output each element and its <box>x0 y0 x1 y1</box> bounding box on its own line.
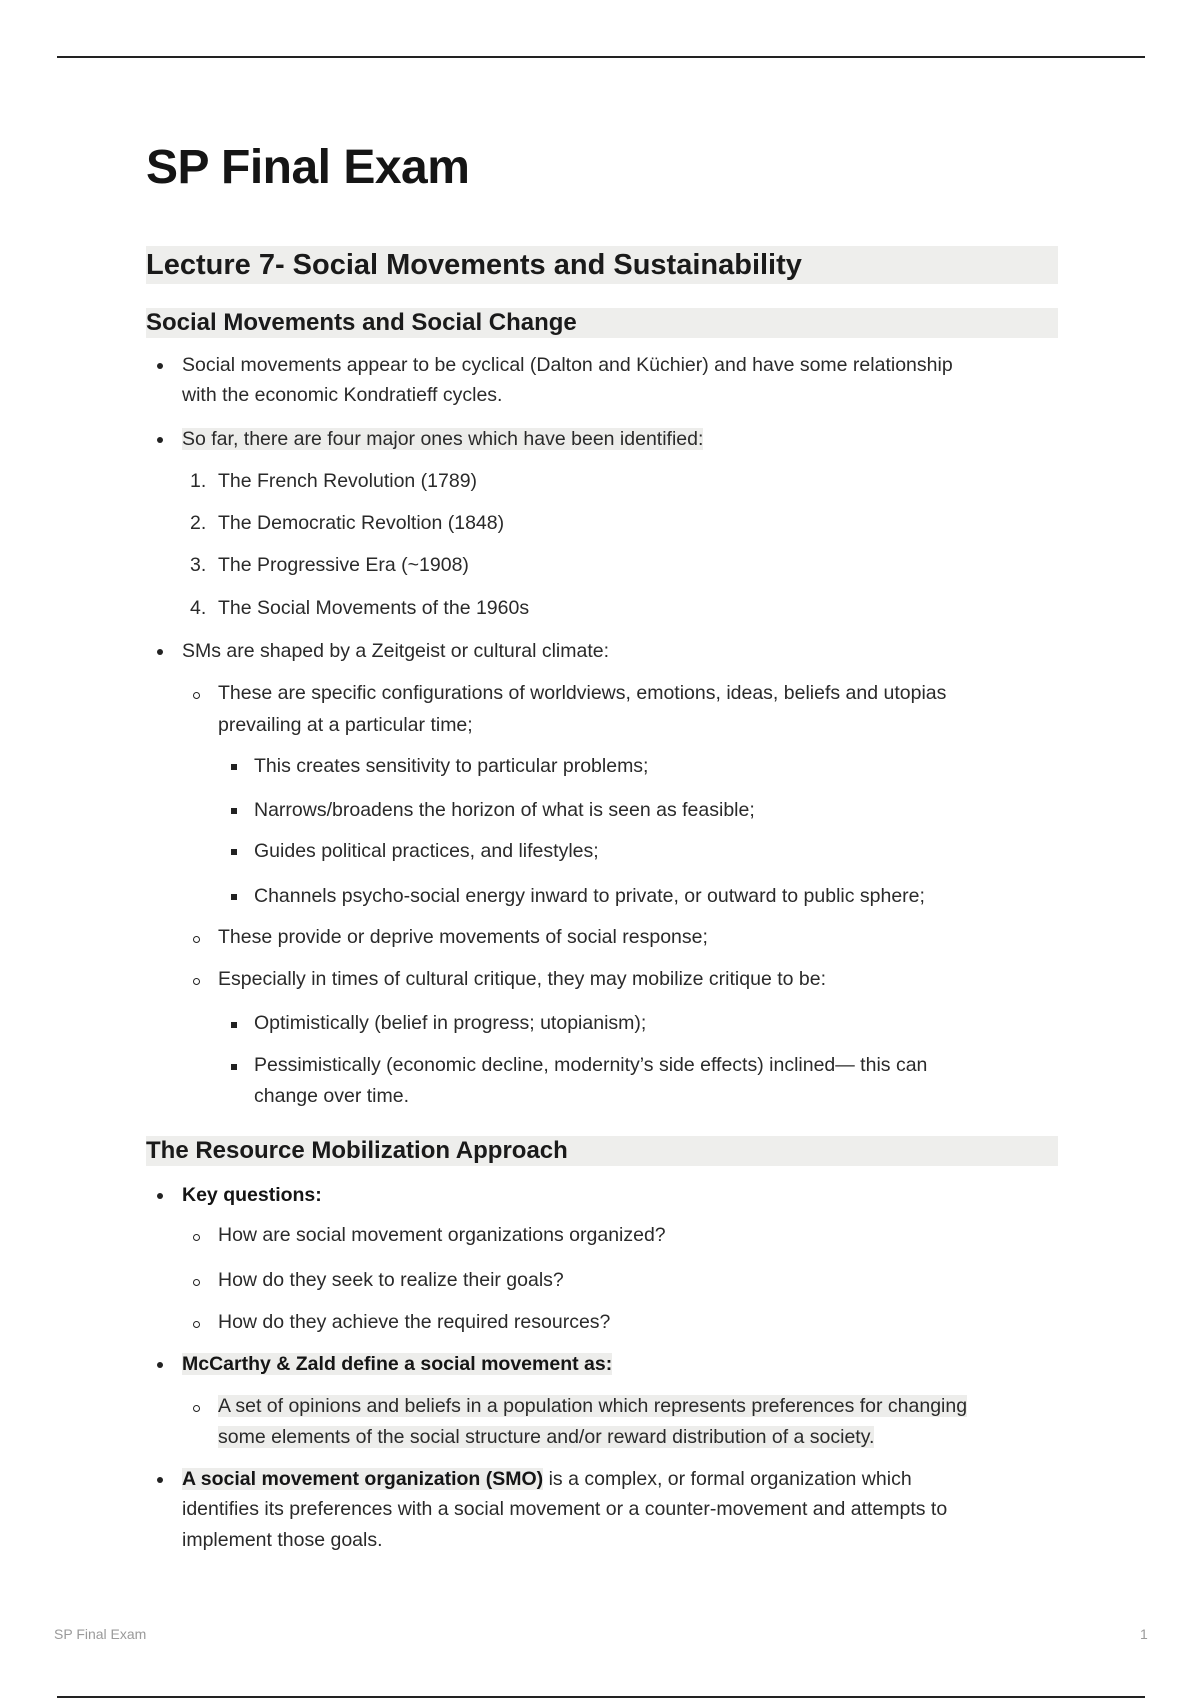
circle-bullet-icon <box>193 1234 200 1241</box>
bullet-text: Channels psycho-social energy inward to private, or outward to public sphere; <box>254 885 925 907</box>
bullet-text: Especially in times of cultural critique, they may mobilize critique to be: <box>218 968 827 990</box>
list-item: The Social Movements of the 1960s <box>218 597 530 619</box>
list-item: The French Revolution (1789) <box>218 470 478 492</box>
list-item: The Progressive Era (~1908) <box>218 554 469 576</box>
bullet-icon <box>157 1362 163 1368</box>
bullet-icon <box>157 1193 163 1199</box>
section-heading-social-change: Social Movements and Social Change <box>146 308 1058 338</box>
square-bullet-icon <box>231 894 237 900</box>
highlighted-text: So far, there are four major ones which have been identified: <box>182 428 704 450</box>
highlighted-text: some elements of the social structure and/or reward distribution of a society. <box>218 1426 875 1448</box>
bullet-text: Optimistically (belief in progress; utopianism); <box>254 1012 647 1034</box>
circle-bullet-icon <box>193 1279 200 1286</box>
list-number: 1. <box>190 470 207 492</box>
list-number: 2. <box>190 512 207 534</box>
bullet-text: This creates sensitivity to particular problems; <box>254 755 649 777</box>
bullet-text: Guides political practices, and lifestyles; <box>254 840 599 862</box>
bullet-text: Social movements appear to be cyclical (Dalton and Küchier) and have some relationship <box>182 354 953 376</box>
bullet-icon <box>157 1477 163 1483</box>
bullet-text: How are social movement organizations organized? <box>218 1224 666 1246</box>
bullet-text: implement those goals. <box>182 1529 383 1551</box>
list-number: 3. <box>190 554 207 576</box>
bullet-text: These are specific configurations of worldviews, emotions, ideas, beliefs and utopias <box>218 682 947 704</box>
list-number: 4. <box>190 597 207 619</box>
list-item: The Democratic Revoltion (1848) <box>218 512 505 534</box>
bottom-rule <box>57 1696 1145 1698</box>
bold-text: Key questions: <box>182 1184 322 1206</box>
bullet-text: These provide or deprive movements of social response; <box>218 926 708 948</box>
bold-text: McCarthy & Zald define a social movement as: <box>182 1353 613 1375</box>
bullet-icon <box>157 649 163 655</box>
bold-text: A social movement organization (SMO) <box>182 1468 544 1490</box>
bullet-icon <box>157 363 163 369</box>
bullet-text: Narrows/broadens the horizon of what is seen as feasible; <box>254 799 755 821</box>
bullet-text <box>218 1391 967 1421</box>
circle-bullet-icon <box>193 1405 200 1412</box>
bullet-text: identifies its preferences with a social movement or a counter-movement and attempts to <box>182 1498 948 1520</box>
top-rule <box>57 56 1145 58</box>
bullet-text: Pessimistically (economic decline, modernity’s side effects) inclined— this can <box>254 1054 928 1076</box>
bullet-text <box>182 424 703 454</box>
square-bullet-icon <box>231 849 237 855</box>
bullet-text: How do they achieve the required resources? <box>218 1311 611 1333</box>
bullet-text <box>218 1422 874 1452</box>
bullet-text: change over time. <box>254 1085 410 1107</box>
bullet-text <box>182 1464 912 1494</box>
circle-bullet-icon <box>193 936 200 943</box>
bullet-text: How do they seek to realize their goals? <box>218 1269 564 1291</box>
highlighted-text: A set of opinions and beliefs in a population which represents preferences for changing <box>218 1395 968 1417</box>
circle-bullet-icon <box>193 692 200 699</box>
square-bullet-icon <box>231 1022 237 1028</box>
page-title: SP Final Exam <box>146 141 470 194</box>
bullet-text: SMs are shaped by a Zeitgeist or cultural climate: <box>182 640 610 662</box>
page-number: 1 <box>1140 1626 1148 1642</box>
bullet-text: with the economic Kondratieff cycles. <box>182 384 503 406</box>
lecture-heading: Lecture 7- Social Movements and Sustainability <box>146 246 1058 284</box>
square-bullet-icon <box>231 764 237 770</box>
footer-title: SP Final Exam <box>54 1626 147 1642</box>
bullet-icon <box>157 437 163 443</box>
bullet-text <box>182 1349 612 1379</box>
square-bullet-icon <box>231 1064 237 1070</box>
bullet-text: prevailing at a particular time; <box>218 714 473 736</box>
bullet-text <box>182 1180 322 1210</box>
square-bullet-icon <box>231 808 237 814</box>
circle-bullet-icon <box>193 978 200 985</box>
circle-bullet-icon <box>193 1321 200 1328</box>
section-heading-resource-mobilization: The Resource Mobilization Approach <box>146 1136 1058 1166</box>
bullet-text-rest: is a complex, or formal organization which <box>543 1468 912 1490</box>
